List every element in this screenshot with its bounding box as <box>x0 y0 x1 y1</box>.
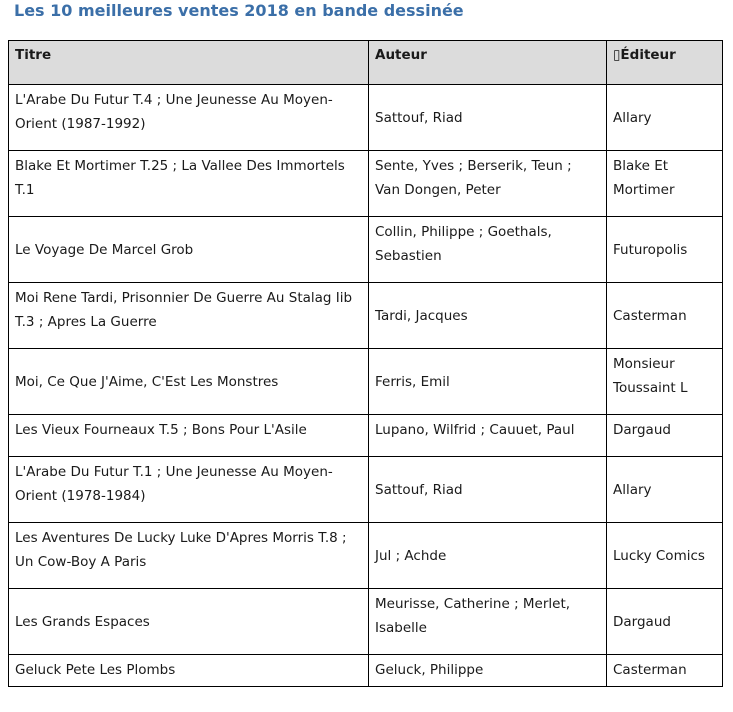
bestsellers-table <box>8 40 723 687</box>
table-row <box>9 85 723 151</box>
table-row <box>9 523 723 589</box>
table-row <box>9 349 723 415</box>
cell-publisher: Futuropolis <box>607 217 723 283</box>
column-header-title: Titre <box>9 41 369 85</box>
cell-title: Le Voyage De Marcel Grob <box>9 217 369 283</box>
column-header-publisher: ▯Éditeur <box>607 41 723 85</box>
cell-title: L'Arabe Du Futur T.1 ; Une Jeunesse Au Moyen-Orient (1978-1984) <box>9 457 369 523</box>
cell-title: Les Aventures De Lucky Luke D'Apres Morris T.8 ; Un Cow-Boy A Paris <box>9 523 369 589</box>
cell-title: Moi, Ce Que J'Aime, C'Est Les Monstres <box>9 349 369 415</box>
cell-title: Les Grands Espaces <box>9 589 369 655</box>
table-row <box>9 217 723 283</box>
cell-author: Geluck, Philippe <box>369 655 607 687</box>
cell-publisher: Lucky Comics <box>607 523 723 589</box>
column-header-author: Auteur <box>369 41 607 85</box>
cell-publisher: Blake Et Mortimer <box>607 151 723 217</box>
cell-title: L'Arabe Du Futur T.4 ; Une Jeunesse Au Moyen-Orient (1987-1992) <box>9 85 369 151</box>
table-row <box>9 589 723 655</box>
cell-author: Tardi, Jacques <box>369 283 607 349</box>
cell-publisher: Allary <box>607 457 723 523</box>
cell-author: Meurisse, Catherine ; Merlet, Isabelle <box>369 589 607 655</box>
cell-publisher: Dargaud <box>607 415 723 457</box>
cell-publisher: Allary <box>607 85 723 151</box>
cell-author: Lupano, Wilfrid ; Cauuet, Paul <box>369 415 607 457</box>
cell-title: Geluck Pete Les Plombs <box>9 655 369 687</box>
cell-author: Collin, Philippe ; Goethals, Sebastien <box>369 217 607 283</box>
cell-author: Sente, Yves ; Berserik, Teun ; Van Dongen, Peter <box>369 151 607 217</box>
cell-title: Les Vieux Fourneaux T.5 ; Bons Pour L'Asile <box>9 415 369 457</box>
cell-publisher: Casterman <box>607 655 723 687</box>
page-title: Les 10 meilleures ventes 2018 en bande dessinée <box>14 1 464 20</box>
table-row <box>9 457 723 523</box>
cell-publisher: Casterman <box>607 283 723 349</box>
table-row <box>9 283 723 349</box>
bestsellers-table-container <box>8 40 723 687</box>
cell-author: Sattouf, Riad <box>369 85 607 151</box>
cell-title: Moi Rene Tardi, Prisonnier De Guerre Au Stalag Iib T.3 ; Apres La Guerre <box>9 283 369 349</box>
cell-author: Jul ; Achde <box>369 523 607 589</box>
cell-author: Ferris, Emil <box>369 349 607 415</box>
cell-title: Blake Et Mortimer T.25 ; La Vallee Des Immortels T.1 <box>9 151 369 217</box>
table-row <box>9 151 723 217</box>
cell-author: Sattouf, Riad <box>369 457 607 523</box>
table-header-row <box>9 41 723 85</box>
table-row <box>9 415 723 457</box>
table-row <box>9 655 723 687</box>
cell-publisher: Monsieur Toussaint L <box>607 349 723 415</box>
cell-publisher: Dargaud <box>607 589 723 655</box>
